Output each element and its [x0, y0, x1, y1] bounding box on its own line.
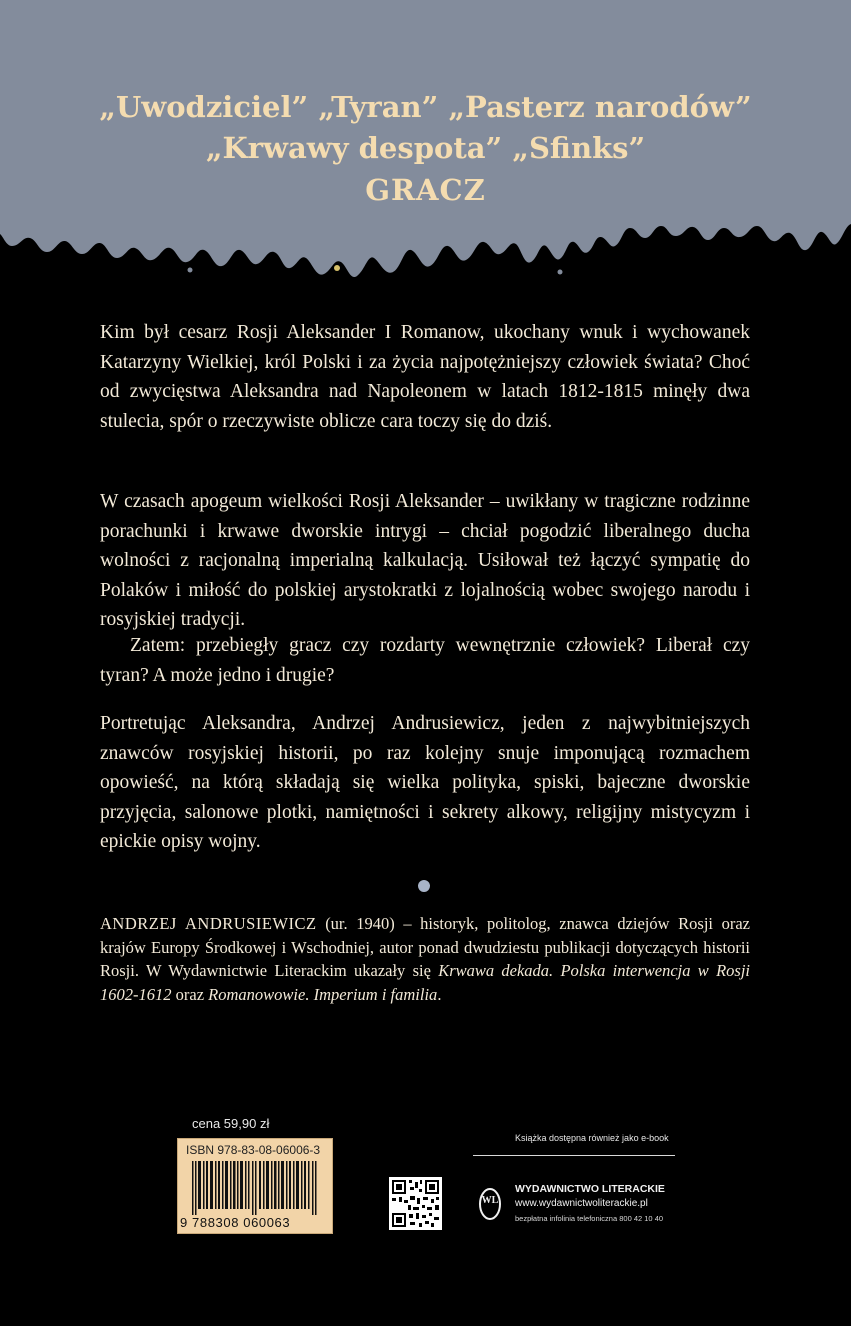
author-bio	[100, 912, 750, 1006]
blurb-paragraph-2: W czasach apogeum wielkości Rosji Aleksander – uwikłany w tragiczne rodzinne porachunki i krwawe dworskie intrygi – chciał pogodzić liberalnego ducha wolności z racjonalną imperialną kalkulacją. Usiłował też łączyć sympatię do Polaków i miłość do polskiej arystokratki z lojalnością wobec swojego narodu i rosyjskiej tradycji.	[100, 491, 750, 630]
title-gracz: GRACZ	[365, 173, 486, 207]
book-title-1: Krwawa dekada. Polska interwencja w Rosji 1602-1612	[100, 961, 750, 1004]
publisher-phone: bezpłatna infolinia telefoniczna 800 42 10 40	[515, 1214, 664, 1223]
blurb-paragraph-4: Portretując Aleksandra, Andrzej Andrusiewicz, jeden z najwybitniejszych znawców rosyjskiej historii, po raz kolejny snuje imponującą rozmachem opowieść, na którą składają się wielka polityka, spiski, bajeczne dworskie przyjęcia, salonowe plotki, namiętności i sekrety alkowy, religijny mistycyzm i epickie opisy wojny.	[100, 713, 750, 852]
publisher-name: WYDAWNICTWO LITERACKIE	[515, 1183, 665, 1195]
gold-speck	[334, 265, 340, 271]
barcode-number: 9 788308 060063	[180, 1215, 291, 1230]
ebook-note: Książka dostępna również jako e-book	[515, 1133, 669, 1143]
tagline-line-2: „Krwawy despota” „Sfinks”	[205, 131, 646, 165]
book-title-2: Romanowowie. Imperium i familia	[208, 984, 438, 1004]
bio-mid: oraz	[171, 984, 209, 1004]
price-label: cena 59,90 zł	[192, 1116, 270, 1131]
header-band	[0, 0, 851, 290]
tagline-line-1: „Uwodziciel” „Tyran” „Pasterz narodów”	[99, 90, 752, 124]
blurb-paragraph-3: Zatem: przebiegły gracz czy rozdarty wewnętrznie człowiek? Liberał czy tyran? A może jedno i drugie?	[100, 635, 750, 686]
publisher-logo-letters: WL	[481, 1195, 499, 1206]
author-name: ANDRZEJ ANDRUSIEWICZ	[100, 914, 317, 933]
barcode-panel	[177, 1138, 333, 1234]
drip-drop	[558, 270, 563, 275]
divider	[473, 1155, 675, 1156]
isbn-label: ISBN 978-83-08-06006-3	[186, 1143, 321, 1157]
bio-intro: (ur. 1940) – historyk, politolog, znawca dziejów Rosji oraz krajów Europy Środkowej i Wschodniej, autor ponad dwudziestu publikacji dotyczących historii Rosji. W Wydawnictwie Literackim ukazały się	[100, 914, 750, 980]
barcode-icon	[192, 1161, 318, 1215]
publisher-url[interactable]: www.wydawnictwoliterackie.pl	[515, 1198, 648, 1209]
bio-end: .	[437, 984, 442, 1004]
qr-code-icon[interactable]	[389, 1177, 442, 1230]
publisher-logo-icon	[477, 1186, 503, 1222]
separator-dot	[418, 880, 430, 892]
drip-drop	[188, 268, 193, 273]
blurb-paragraph-1: Kim był cesarz Rosji Aleksander I Romanow, ukochany wnuk i wychowanek Katarzyny Wielkiej, król Polski i za życia najpotężniejszy człowiek świata? Choć od zwycięstwa Aleksandra nad Napoleonem w latach 1812-1815 minęły dwa stulecia, spór o rzeczywiste oblicze cara toczy się do dziś.	[100, 322, 750, 432]
